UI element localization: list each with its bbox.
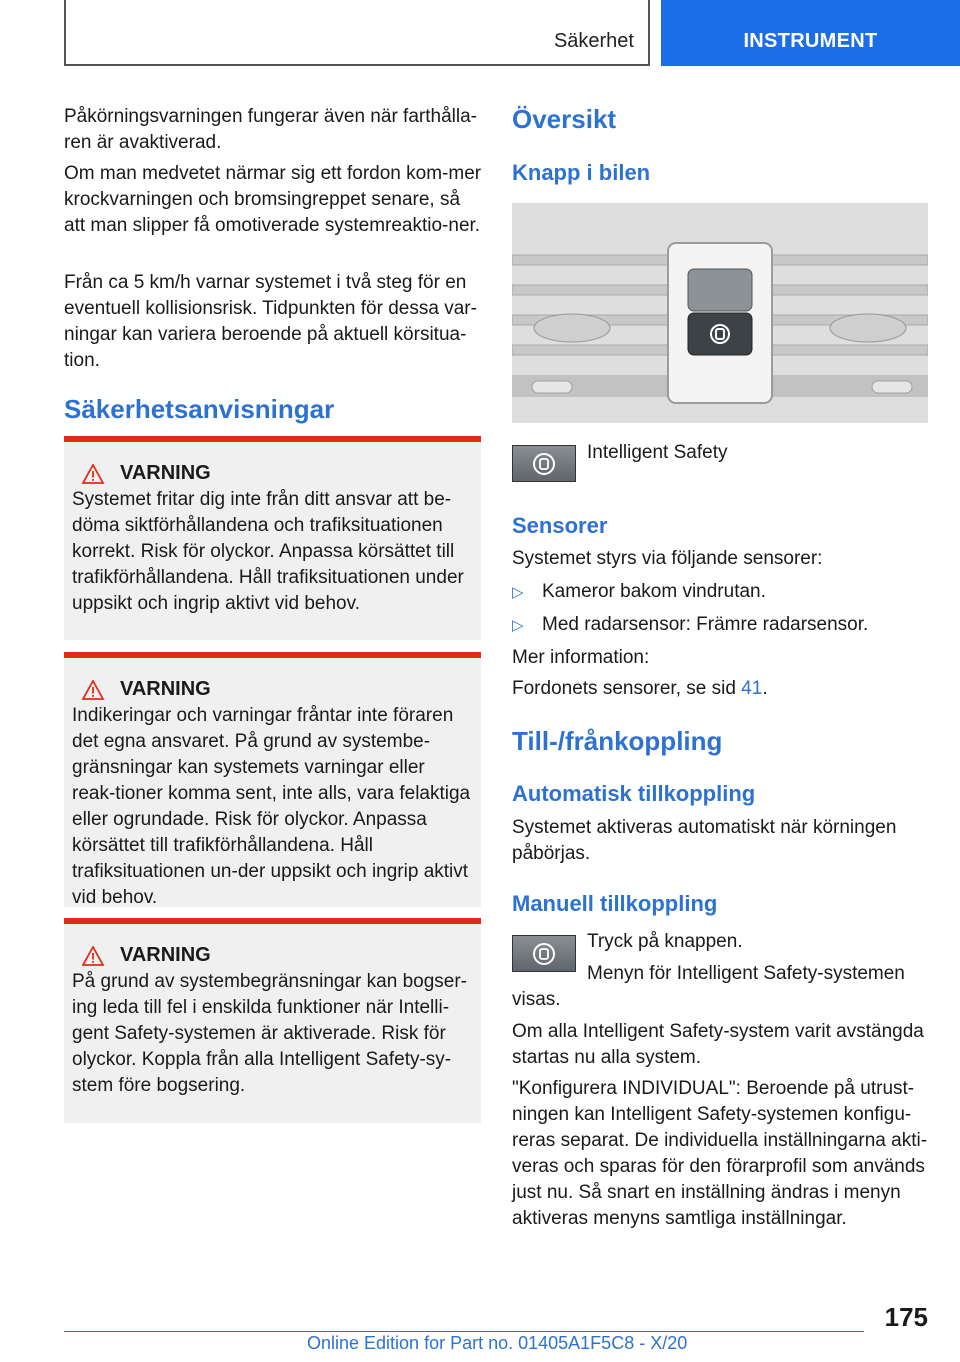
sensors-intro: Systemet styrs via följande sensorer: [512,548,823,569]
warning-box-1 [64,436,481,640]
manual-menu-end: visas. [512,989,561,1010]
warning-text: På grund av systembegränsningar kan bogser-ing leda till fel i enskilda funktioner när Intelli-gent Safety-systemen är aktiverade. Risk för olyckor. Koppla från alla Intelligent Safety-sy-stem före bogsering. [72,971,468,1096]
intro-paragraph-3: Från ca 5 km/h varnar systemet i två steg för en eventuell kollisionsrisk. Tidpunkten för dessa var-ningar kan variera beroende på aktuell körsitua-tion. [64,272,477,371]
header-chapter-tab: INSTRUMENT [661,0,960,66]
footer-divider [64,1331,864,1332]
sensor-item-2 [512,612,868,639]
button-photo [512,203,928,423]
auto-heading: Automatisk tillkoppling [512,781,756,806]
warning-triangle-icon [82,946,104,966]
warning-text: Indikeringar och varningar fråntar inte föraren det egna ansvaret. På grund av systembe-gränsningar kan systemets varningar eller reak-tioner komma sent, inte alls, vara felaktiga eller ogrundade. Risk för olyckor. Anpassa körsättet till trafikförhållandena. Håll trafiksituationen un-der uppsikt och ingrip aktivt vid behov. [72,705,471,908]
manual-step: Tryck på knappen. [587,931,743,952]
intelligent-safety-button-icon [512,445,576,482]
all-off-paragraph: Om alla Intelligent Safety-system varit avstängda startas nu alla system. [512,1021,924,1068]
reference-text: Fordonets sensorer, se sid [512,678,742,699]
bullet-triangle-icon: ▷ [512,584,524,601]
reference-end: . [762,678,768,699]
header-section-box [64,0,650,66]
safety-heading: Säkerhetsanvisningar [64,394,335,424]
warning-triangle-icon [82,464,104,484]
manual-menu: Menyn för Intelligent Safety-systemen [587,963,905,984]
overview-heading: Översikt [512,104,617,134]
warning-triangle-icon [82,680,104,700]
sensor-item-text: Kameror bakom vindrutan. [542,581,766,602]
configure-paragraph: "Konfigurera INDIVIDUAL": Beroende på utrust-ningen kan Intelligent Safety-systemen konfigu-reras separat. De individuella inställningarna akti-veras och sparas för den förarprofil som används just nu. Så snart en inställning ändras i menyn aktiveras menyns samtliga inställningar. [512,1078,928,1229]
more-info-label: Mer information: [512,647,650,668]
bullet-triangle-icon: ▷ [512,617,524,634]
sensor-reference [512,676,768,702]
intro-paragraph-2: Om man medvetet närmar sig ett fordon kom-mer krockvarningen och bromsingreppet senare, så att man slipper få omotiverade systemreaktio-ner. [64,163,482,236]
on-off-heading: Till-/frånkoppling [512,726,723,756]
button-label: Intelligent Safety [587,442,728,463]
page-number: 175 [884,1302,928,1332]
intelligent-safety-button-icon [512,935,576,972]
page-link[interactable]: 41 [741,678,763,699]
warning-title: VARNING [120,462,211,484]
manual-heading: Manuell tillkoppling [512,891,718,916]
warning-text: Systemet fritar dig inte från ditt ansvar att be-döma siktförhållandena och trafiksituationen korrekt. Risk för olyckor. Anpassa körsättet till trafikförhållandena. Håll trafiksituationen under uppsikt och ingrip aktivt vid behov. [72,489,464,614]
vent-switch-illustration [512,203,928,423]
button-heading: Knapp i bilen [512,160,651,185]
sensors-heading: Sensorer [512,513,608,538]
intro-paragraph-1: Påkörningsvarningen fungerar även när farthålla-ren är avaktiverad. [64,106,477,153]
auto-text: Systemet aktiveras automatiskt när körningen påbörjas. [512,817,897,864]
header-section-title: Säkerhet [553,30,634,52]
warning-title: VARNING [120,944,211,966]
sensor-item-1 [512,579,766,606]
warning-box-2 [64,652,481,907]
warning-title: VARNING [120,678,211,700]
sensor-item-text: Med radarsensor: Främre radarsensor. [542,614,869,635]
footer-edition: Online Edition for Part no. 01405A1F5C8 - X/20 [307,1333,688,1353]
warning-box-3 [64,918,481,1123]
